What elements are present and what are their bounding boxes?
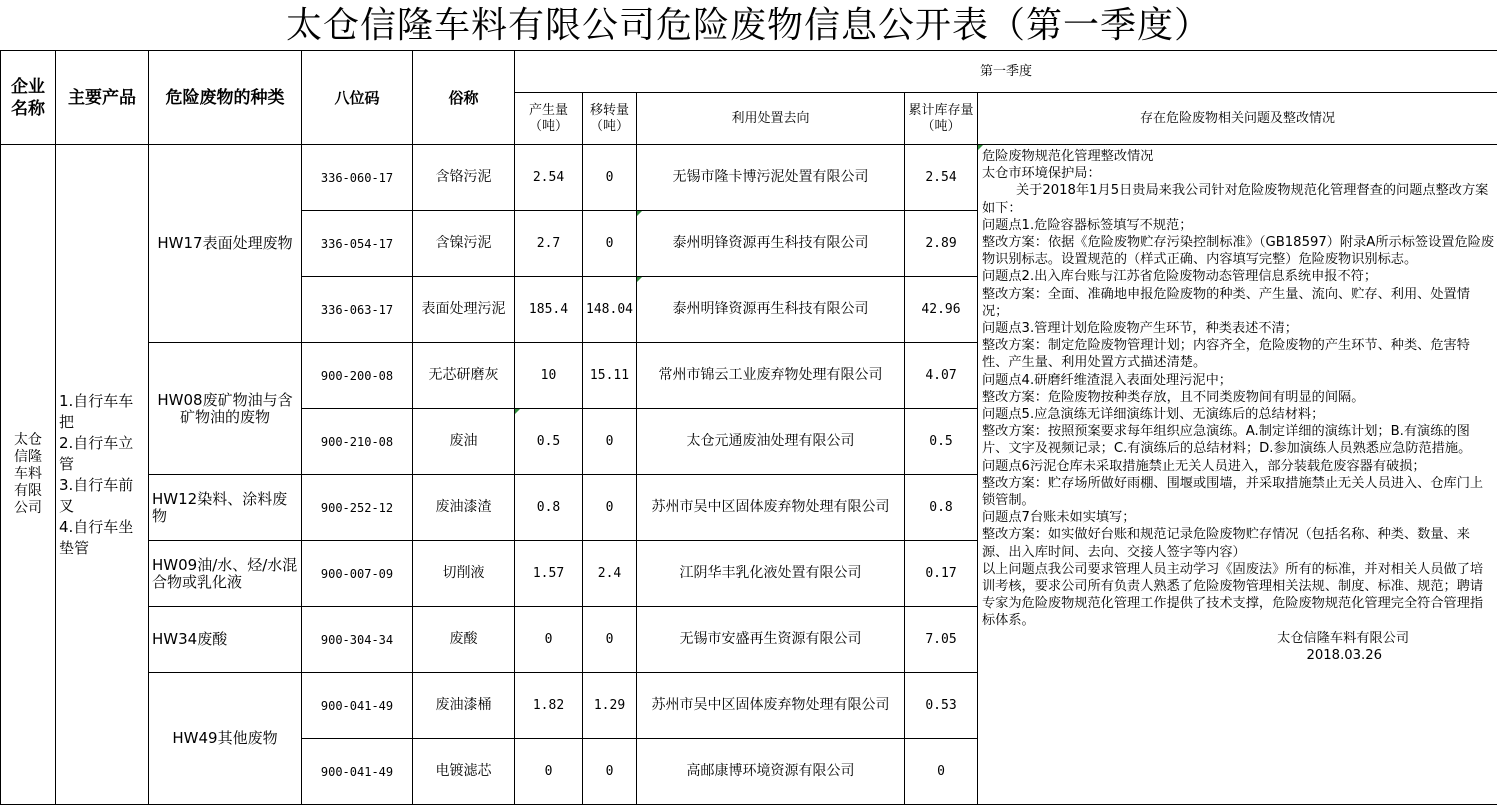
stock-cell: 0.17 [905,541,978,607]
issue-line: 问题点7台账未如实填写； [982,510,1136,526]
header-code: 八位码 [302,51,413,145]
issue-line: 问题点3.管理计划危险废物产生环节，种类表述不清； [982,321,1298,337]
issue-line: 整改方案：制定危险废物管理计划；内容齐全，危险废物的产生环节、种类、危害特性、产生量、利用处置方式描述清楚。 [982,338,1470,371]
transferred-cell: 2.4 [583,541,637,607]
disposal-cell: 泰州明锋资源再生科技有限公司 [637,277,905,343]
disposal-cell: 苏州市吴中区固体废弃物处理有限公司 [637,475,905,541]
issue-line: 以上问题点我公司要求管理人员主动学习《固废法》所有的标准，并对相关人员做了培训考核，要求公司所有负责人熟悉了危险废物管理相关法规、制度、标准、规范；聘请专家为危险废物规范化管理工作提供了技术支撑，危险废物规范化管理完全符合管理指标体系。 [982,561,1484,629]
stock-cell: 42.96 [905,277,978,343]
alias-cell: 废油漆渣 [413,475,515,541]
produced-cell: 1.57 [515,541,583,607]
alias-cell: 电镀滤芯 [413,739,515,805]
issue-line: 整改方案：依据《危险废物贮存污染控制标准》（GB18597）附录A所示标签设置危险废物识别标志。设置规范的（样式正确、内容填写完整）危险废物识别标志。 [982,235,1495,268]
header-transferred: 移转量（吨） [583,93,637,145]
issues-signature: 太仓信隆车料有限公司 [1277,630,1410,646]
alias-cell: 含铬污泥 [413,145,515,211]
page-title: 太仓信隆车料有限公司危险废物信息公开表（第一季度） [285,5,1211,46]
issues-intro: 关于2018年1月5日贵局来我公司针对危险废物规范化管理督查的问题点整改方案如下： [982,183,1489,216]
alias-cell: 切削液 [413,541,515,607]
header-disposal: 利用处置去向 [637,93,905,145]
stock-cell: 0.53 [905,673,978,739]
code-cell: 336-054-17 [302,211,413,277]
transferred-cell: 0 [583,739,637,805]
produced-cell: 0.5 [515,409,583,475]
company-name-cell: 太仓信隆车料有限公司 [1,145,56,805]
code-cell: 900-007-09 [302,541,413,607]
produced-cell: 1.82 [515,673,583,739]
issues-addressee: 太仓市环境保护局： [982,166,1101,182]
produced-cell: 2.7 [515,211,583,277]
produced-cell: 0.8 [515,475,583,541]
code-cell: 336-063-17 [302,277,413,343]
stock-cell: 0 [905,739,978,805]
issue-line: 问题点6污泥仓库未采取措施禁止无关人员进入，部分装载危废容器有破损； [982,458,1426,474]
issues-cell [978,145,1497,805]
products-cell [56,145,149,805]
header-quarter: 第一季度 [515,51,1497,93]
issue-line: 整改方案：如实做好台账和规范记录危险废物贮存情况（包括名称、种类、数量、来源、出入库时间、去向、交接人签字等内容） [982,527,1470,560]
product-item: 2.自行车立管 [59,433,134,473]
issue-line: 整改方案：全面、准确地申报危险废物的种类、产生量、流向、贮存、利用、处置情况； [982,286,1470,319]
code-cell: 336-060-17 [302,145,413,211]
alias-cell: 含镍污泥 [413,211,515,277]
issue-line: 问题点1.危险容器标签填写不规范； [982,217,1193,233]
code-cell: 900-210-08 [302,409,413,475]
stock-cell: 2.89 [905,211,978,277]
transferred-cell: 148.04 [583,277,637,343]
alias-cell: 废油 [413,409,515,475]
produced-cell: 10 [515,343,583,409]
transferred-cell: 15.11 [583,343,637,409]
category-cell: HW34废酸 [149,607,302,673]
header-products: 主要产品 [56,51,149,145]
stock-cell: 2.54 [905,145,978,211]
stock-cell: 7.05 [905,607,978,673]
issues-heading: 危险废物规范化管理整改情况 [982,149,1154,164]
produced-cell: 2.54 [515,145,583,211]
produced-cell: 185.4 [515,277,583,343]
disposal-cell: 无锡市隆卡博污泥处置有限公司 [637,145,905,211]
issue-line: 整改方案：按照预案要求每年组织应急演练。A.制定详细的演练计划；B.有演练的图片、文字及视频记录；C.有演练后的总结材料；D.参加演练人员熟悉应急防范措施。 [982,424,1472,457]
product-item: 4.自行车坐垫管 [59,517,134,557]
disposal-cell: 泰州明锋资源再生科技有限公司 [637,211,905,277]
disposal-cell: 苏州市吴中区固体废弃物处理有限公司 [637,673,905,739]
disposal-cell: 高邮康博环境资源有限公司 [637,739,905,805]
transferred-cell: 0 [583,607,637,673]
header-company: 企业名称 [1,51,56,145]
category-cell: HW09油/水、烃/水混合物或乳化液 [149,541,302,607]
alias-cell: 无芯研磨灰 [413,343,515,409]
code-cell: 900-041-49 [302,673,413,739]
code-cell: 900-252-12 [302,475,413,541]
category-cell: HW49其他废物 [149,673,302,805]
issue-line: 整改方案：贮存场所做好雨棚、围堰或围墙，并采取措施禁止无关人员进入、仓库门上锁管制。 [982,475,1484,509]
code-cell: 900-200-08 [302,343,413,409]
header-produced: 产生量（吨） [515,93,583,145]
header-issues: 存在危险废物相关问题及整改情况 [978,93,1497,145]
disposal-cell: 常州市锦云工业废弃物处理有限公司 [637,343,905,409]
issue-line: 问题点4.研磨纤维渣混入表面处理污泥中； [982,372,1232,388]
code-cell: 900-041-49 [302,739,413,805]
transferred-cell: 1.29 [583,673,637,739]
issue-line: 整改方案：危险废物按种类存放，且不同类废物间有明显的间隔。 [982,389,1365,405]
transferred-cell: 0 [583,211,637,277]
disposal-cell: 江阴华丰乳化液处置有限公司 [637,541,905,607]
stock-cell: 0.5 [905,409,978,475]
produced-cell: 0 [515,607,583,673]
header-stock: 累计库存量（吨） [905,93,978,145]
product-item: 3.自行车前叉 [59,475,134,515]
alias-cell: 废酸 [413,607,515,673]
transferred-cell: 0 [583,475,637,541]
transferred-cell: 0 [583,145,637,211]
alias-cell: 表面处理污泥 [413,277,515,343]
disposal-cell: 无锡市安盛再生资源有限公司 [637,607,905,673]
stock-cell: 0.8 [905,475,978,541]
issue-line: 问题点2.出入库台账与江苏省危险废物动态管理信息系统申报不符； [982,269,1378,285]
category-cell: HW08废矿物油与含矿物油的废物 [149,343,302,475]
category-cell: HW17表面处理废物 [149,145,302,343]
transferred-cell: 0 [583,409,637,475]
stock-cell: 4.07 [905,343,978,409]
waste-info-table [0,50,1497,805]
header-alias: 俗称 [413,51,515,145]
issue-line: 问题点5.应急演练无详细演练计划、无演练后的总结材料； [982,407,1325,423]
product-item: 1.自行车车把 [59,391,134,431]
code-cell: 900-304-34 [302,607,413,673]
header-category: 危险废物的种类 [149,51,302,145]
category-cell: HW12染料、涂料废物 [149,475,302,541]
issues-date: 2018.03.26 [1306,647,1383,663]
alias-cell: 废油漆桶 [413,673,515,739]
produced-cell: 0 [515,739,583,805]
disposal-cell: 太仓元通废油处理有限公司 [637,409,905,475]
